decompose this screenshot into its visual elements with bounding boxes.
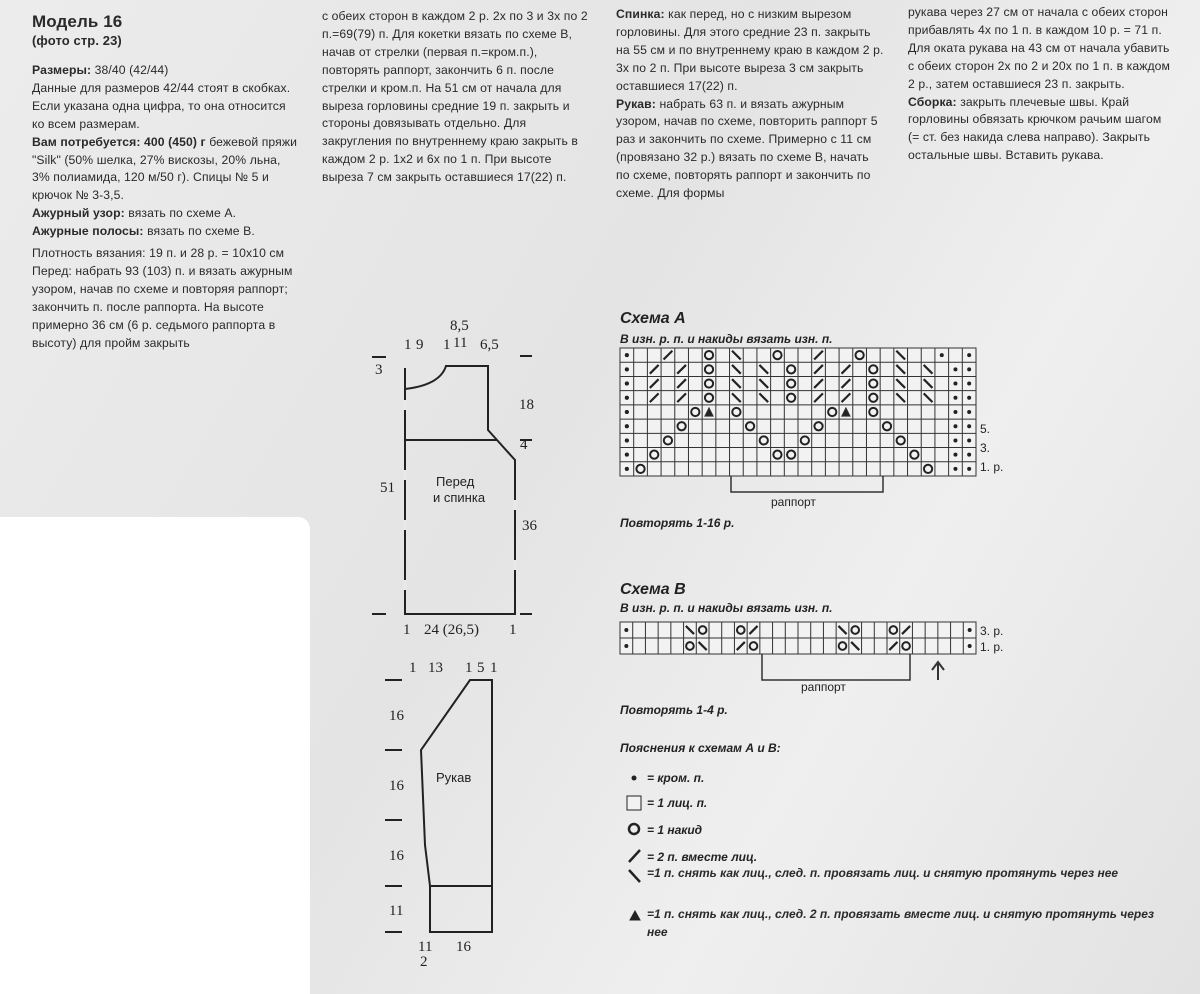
edge-stitch-symbol: [967, 453, 971, 457]
edge-stitch-symbol: [953, 467, 957, 471]
sleeve-outline: [421, 680, 492, 932]
sleeve-top-1b: 1: [465, 660, 473, 676]
edge-stitch-symbol: [953, 453, 957, 457]
sleeve-bottom-16: 16: [456, 939, 471, 955]
model-title: Модель 16: [32, 12, 123, 31]
assembly-instructions: Сборка: закрыть плечевые швы. Край горловины обвязать крючком рачьим шагом (= ст. без накида слева направо). Закрыть остальные швы. Вставить рукава.: [908, 94, 1162, 163]
edge-stitch-symbol: [967, 438, 971, 442]
sleeve-top-1a: 1: [409, 660, 417, 676]
scheme-b-row-1: 1. р.: [980, 640, 1004, 654]
edge-stitch-symbol: [967, 367, 971, 371]
sleeve-top-5: 5: [477, 660, 485, 676]
density: Плотность вязания: 19 п. и 28 р. = 10х10 см: [32, 246, 285, 261]
edge-stitch-symbol: [967, 410, 971, 414]
edge-stitch-symbol: [953, 410, 957, 414]
body-piece-name-1: Перед: [436, 474, 475, 489]
edge-stitch-symbol: [967, 382, 971, 386]
edge-stitch-symbol: [624, 644, 628, 648]
edge-stitch-symbol: [625, 410, 629, 414]
scheme-a-row-1: 1. р.: [980, 460, 1004, 474]
sleeve-left-16b: 16: [389, 778, 404, 794]
edge-stitch-symbol: [940, 353, 944, 357]
edge-stitch-symbol: [968, 628, 972, 632]
edge-stitch-symbol: [625, 453, 629, 457]
scheme-a-grid: [620, 348, 976, 492]
model-subtitle: (фото стр. 23): [32, 33, 122, 48]
scheme-b-row-3: 3. р.: [980, 624, 1004, 638]
body-label-11: 11: [453, 335, 468, 351]
sleeve-left-11: 11: [389, 903, 404, 919]
front-instructions: Перед: набрать 93 (103) п. и вязать ажурным узором, начав по схеме и повторяя раппорт; закончить п. после раппорта. На высоте примерно 36 см (6 р. седьмого раппорта в высоту) для пройм закрыть: [32, 263, 293, 350]
sleeve-labels: [389, 660, 498, 970]
sleeve-piece-name: Рукав: [436, 770, 472, 785]
sleeve-continued: рукава через 27 см от начала с обеих сторон прибавлять 4х по 1 п. в каждом 10 р. = 71 п. Для оката рукава на 43 см от начала убавить с обеих сторон 2х по 2 и 20х по 1 п. в каждом 2 р., затем оставшиеся 23 п. закрыть.: [908, 5, 1171, 91]
body-piece-name-2: и спинка: [433, 490, 486, 505]
body-label-51: 51: [380, 480, 395, 496]
body-label-1b: 1: [443, 337, 451, 353]
edge-stitch-symbol: [953, 396, 957, 400]
scheme-a-row-3: 3.: [980, 441, 991, 455]
sk2po-icon: [630, 911, 640, 920]
sleeve-left-16c: 16: [389, 848, 404, 864]
body-label-18: 18: [519, 397, 534, 413]
scheme-a-row-5: 5.: [980, 422, 991, 436]
body-label-36: 36: [522, 518, 537, 534]
scheme-b-title: Схема В: [620, 581, 686, 598]
edge-stitch-symbol: [625, 438, 629, 442]
edge-stitch-symbol: [953, 438, 957, 442]
body-label-left-1: 1: [403, 622, 411, 638]
body-label-9: 9: [416, 337, 424, 353]
legend-item-0: = кром. п.: [647, 771, 705, 785]
edge-stitch-symbol: [625, 396, 629, 400]
scheme-b-repeat: раппорт: [801, 680, 846, 694]
body-label-right-1: 1: [509, 622, 517, 638]
openwork-stripes: Ажурные полосы: вязать по схеме В.: [32, 224, 255, 239]
body-label-8-5: 8,5: [450, 318, 469, 334]
edge-stitch-symbol: [625, 424, 629, 428]
edge-stitch-symbol: [967, 353, 971, 357]
sizes: Размеры: 38/40 (42/44): [32, 63, 169, 77]
body-label-6-5: 6,5: [480, 337, 499, 353]
sleeve-left-16a: 16: [389, 708, 404, 724]
scheme-a-title: Схема А: [620, 310, 686, 327]
legend-item-1: = 1 лиц. п.: [647, 796, 708, 810]
front-continued: с обеих сторон в каждом 2 р. 2х по 3 и 3х по 2 п.=69(79) п. Для кокетки вязать по схеме В, начав от стрелки (первая п.=кром.п.), повторять раппорт, закончить 6 п. после стрелки и кром.п. На 51 см от начала для выреза горловины средние 19 п. закрыть и стороны довязывать отдельно. Для закругления по внутреннему краю закрыть в каждом 2 р. 1х2 и 6х по 1 п. При высоте выреза 7 см закрыть оставшиеся 17(22) п.: [322, 9, 588, 185]
sleeve-instructions: Рукав: набрать 63 п. и вязать ажурным узором, начав по схеме, повторить раппорт 5 раз и закончить по схеме. Примерно с 11 см (провязано 32 р.) вязать по схеме В, начать по схеме, повторять раппорт и закончить по схеме. Для формы: [616, 96, 878, 201]
edge-stitch-symbol: [625, 467, 629, 471]
skpo-icon: [629, 870, 640, 882]
sleeve-bottom-11: 11: [418, 939, 433, 955]
edge-stitch-symbol: [625, 382, 629, 386]
edge-stitch-symbol: [967, 424, 971, 428]
legend: [620, 741, 781, 920]
scheme-b-note: Повторять 1-4 р.: [620, 703, 728, 717]
knit-stitch-icon: [627, 796, 641, 810]
body-label-4: 4: [520, 437, 528, 453]
legend-item-5: =1 п. снять как лиц., след. 2 п. провязать вместе лиц. и снятую протянуть через нее: [647, 907, 1154, 939]
sleeve-top-1c: 1: [490, 660, 498, 676]
edge-stitch-symbol: [967, 396, 971, 400]
scheme-b-grid: [620, 622, 976, 680]
edge-stitch-icon: [632, 776, 637, 781]
scheme-a-note: Повторять 1-16 р.: [620, 516, 735, 530]
legend-title: Пояснения к схемам А и В:: [620, 741, 781, 755]
k2tog-icon: [629, 850, 640, 862]
body-label-1: 1: [404, 337, 412, 353]
sleeve-bottom-2: 2: [420, 954, 428, 970]
legend-item-2: = 1 накид: [647, 823, 703, 837]
edge-stitch-symbol: [953, 382, 957, 386]
scheme-a-repeat: раппорт: [771, 495, 816, 509]
edge-stitch-symbol: [953, 367, 957, 371]
sleeve-top-13: 13: [428, 660, 443, 676]
legend-item-4: =1 п. снять как лиц., след. п. провязать лиц. и снятую протянуть через нее: [647, 866, 1119, 880]
openwork-pattern: Ажурный узор: вязать по схеме А.: [32, 206, 237, 221]
edge-stitch-symbol: [968, 644, 972, 648]
scheme-a-subtitle: В изн. р. п. и накиды вязать изн. п.: [620, 332, 833, 346]
sizes-note: Данные для размеров 42/44 стоят в скобках. Если указана одна цифра, то она относится ко всем размерам.: [32, 80, 291, 131]
edge-stitch-symbol: [625, 367, 629, 371]
edge-stitch-symbol: [625, 353, 629, 357]
start-arrow-icon: [932, 662, 944, 680]
legend-item-3: = 2 п. вместе лиц.: [647, 850, 758, 864]
scheme-b-subtitle: В изн. р. п. и накиды вязать изн. п.: [620, 601, 833, 615]
back-instructions: Спинка: как перед, но с низким вырезом горловины. Для этого средние 23 п. закрыть на 55 см и по внутреннему краю в каждом 2 р. 3х по 2 п. При высоте выреза 3 см закрыть оставшиеся 17(22) п.: [616, 7, 884, 93]
yarn-over-icon: [629, 824, 639, 834]
edge-stitch-symbol: [624, 628, 628, 632]
body-label-width: 24 (26,5): [424, 622, 479, 638]
edge-stitch-symbol: [967, 467, 971, 471]
body-label-3: 3: [375, 362, 383, 378]
edge-stitch-symbol: [953, 424, 957, 428]
materials: Вам потребуется: 400 (450) г бежевой пряжи "Silk" (50% шелка, 27% вискозы, 20% льна, 3% полиамида, 120 м/50 г). Спицы № 5 и крючок № 3-3,5.: [32, 134, 298, 203]
